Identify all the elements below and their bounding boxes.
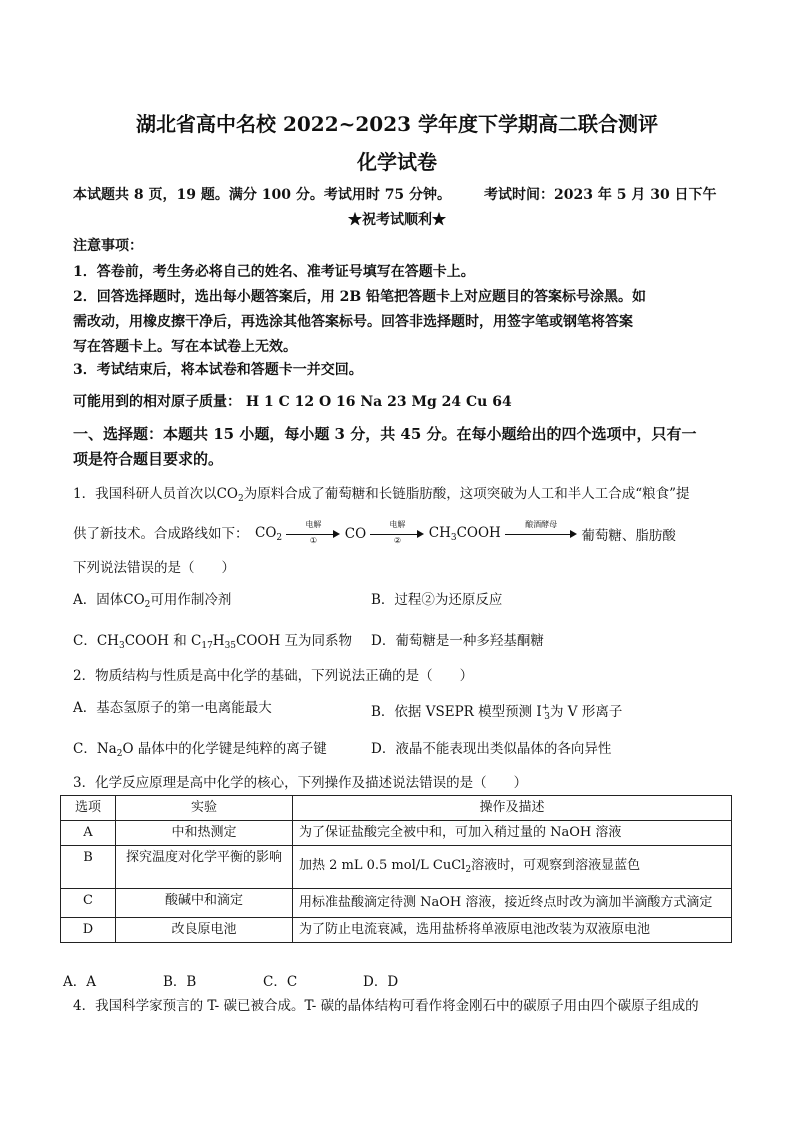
exam-info (73, 185, 733, 205)
q1-stem-line-1: 1．我国科研人员首次以$CO_2$为原料合成了葡萄糖和长链脂肪酸，这项突破为人工和半人工合成“粮食”提 (73, 486, 690, 504)
q2-option-d: D．液晶不能表现出类似晶体的各向异性 (371, 741, 612, 757)
route-node-co2: $CO_2$ (255, 525, 283, 543)
exam-subtitle: 化学试卷 (357, 150, 437, 174)
q1-option-a: A．固体$CO_2$可用作制冷剂 (73, 592, 232, 610)
table-header-description: 操作及描述 (293, 796, 732, 821)
table-header-row (61, 796, 732, 821)
q1-question: 下列说法错误的是（ ） (73, 560, 235, 576)
route-arrow-1: 电解 ① (286, 520, 340, 548)
q2-options-ab (73, 698, 733, 722)
exam-info-left: 本试题共 8 页，19 题。满分 100 分。考试用时 75 分钟。 (73, 187, 452, 203)
section-1-heading-line-1: 一、选择题：本题共 15 小题，每小题 3 分，共 45 分。在每小题给出的四个选项中，只有一 (73, 425, 697, 443)
q2-option-b: B．依据 VSEPR 模型预测 $I^+_3$为 V 形离子 (371, 703, 623, 722)
q2-option-c: C．$Na_2O$ 晶体中的化学键是纯粹的离子键 (73, 741, 327, 759)
q3-stem: 3．化学反应原理是高中化学的核心，下列操作及描述说法错误的是（ ） (73, 775, 528, 791)
table-row: A 中和热测定 为了保证盐酸完全被中和，可加入稍过量的 NaOH 溶液 (61, 821, 732, 846)
good-luck-banner: ★祝考试顺利★ (348, 212, 446, 228)
atomic-masses: 可能用到的相对原子质量： H 1 C 12 O 16 Na 23 Mg 24 Cu 64 (73, 394, 512, 410)
route-node-co: CO (344, 526, 367, 542)
q1-options-ab (73, 590, 733, 615)
table-row: C 酸碱中和滴定 用标准盐酸滴定待测 NaOH 溶液，接近终点时改为滴加半滴酸方式滴定 (61, 889, 732, 918)
q3-option-c: C．C (263, 974, 298, 990)
q3-options (63, 970, 463, 990)
table-header-experiment: 实验 (116, 796, 293, 821)
note-2-line-3: 写在答题卡上。写在本试卷上无效。 (73, 339, 297, 355)
experiment-table (60, 795, 732, 943)
route-node-products: 葡萄糖、脂肪酸 (581, 528, 676, 544)
synthesis-route (255, 520, 676, 550)
note-1: 1．答卷前，考生务必将自己的姓名、准考证号填写在答题卡上。 (73, 264, 475, 280)
table-header-option: 选项 (61, 796, 116, 821)
q1-option-d: D．葡萄糖是一种多羟基酮糖 (371, 633, 544, 649)
section-1-heading-line-2: 项是符合题目要求的。 (73, 450, 224, 468)
route-arrow-3: 酿酒酵母 (505, 520, 577, 548)
q2-stem: 2．物质结构与性质是高中化学的基础，下列说法正确的是（ ） (73, 668, 474, 684)
note-3: 3．考试结束后，将本试卷和答题卡一并交回。 (73, 362, 363, 378)
q1-options-cd (73, 631, 733, 656)
notes-heading: 注意事项： (73, 238, 143, 254)
exam-time: 考试时间：2023 年 5 月 30 日下午 (484, 187, 717, 203)
q1-option-c: C．$CH_3COOH$ 和 $C_{17}H_{35}COOH$ 互为同系物 (73, 633, 353, 651)
route-node-acetic-acid: $CH_3COOH$ (428, 525, 501, 543)
q2-options-cd (73, 739, 733, 764)
q2-option-a: A．基态氢原子的第一电离能最大 (73, 700, 272, 716)
table-row: D 改良原电池 为了防止电流衰减，选用盐桥将单液原电池改装为双液原电池 (61, 918, 732, 943)
route-arrow-2: 电解 ② (370, 520, 424, 548)
q4-stem-line-1: 4．我国科学家预言的 T- 碳已被合成。T- 碳的晶体结构可看作将金刚石中的碳原子用由四个碳原子组成的 (73, 998, 699, 1014)
q3-option-b: B．B (163, 974, 197, 990)
note-2-line-2: 需改动，用橡皮擦干净后，再选涂其他答案标号。回答非选择题时，用签字笔或钢笔将答案 (73, 314, 633, 330)
q3-option-d: D．D (363, 974, 399, 990)
q1-option-b: B．过程②为还原反应 (371, 592, 503, 608)
q3-option-a: A．A (63, 974, 96, 990)
table-row: B 探究温度对化学平衡的影响 加热 2 mL 0.5 mol/L CuCl$_2$溶液时，可观察到溶液显蓝色 (61, 846, 732, 889)
note-2-line-1: 2．回答选择题时，选出每小题答案后，用 2B 铅笔把答题卡上对应题目的答案标号涂黑。如 (73, 289, 647, 305)
q1-stem-line-2: 供了新技术。合成路线如下： (73, 526, 249, 542)
exam-title: 湖北省高中名校 2022~2023 学年度下学期高二联合测评 (135, 112, 658, 136)
co2-formula: $CO_2$ (216, 486, 244, 504)
